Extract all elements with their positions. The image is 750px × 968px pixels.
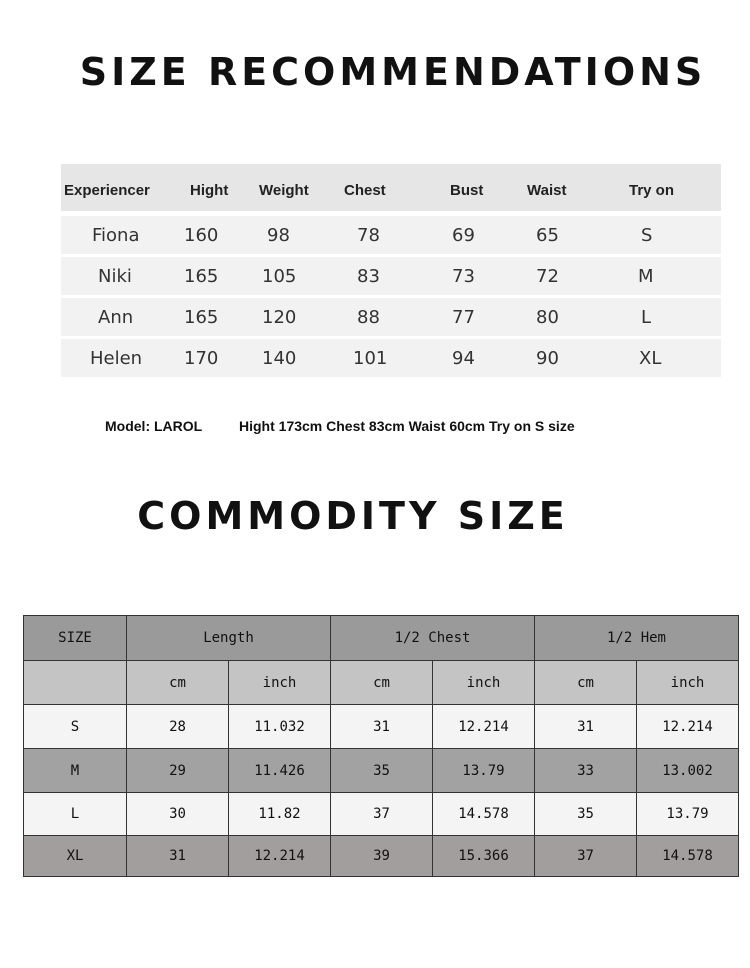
value-cell: 11.032: [229, 705, 331, 749]
size-cell: L: [24, 793, 127, 836]
unit-header-row: [24, 661, 739, 705]
cell-try-on: M: [638, 265, 654, 287]
table-row: [24, 793, 739, 836]
header-bust: Bust: [450, 182, 484, 199]
size-cell: S: [24, 705, 127, 749]
cell-weight: 120: [262, 306, 297, 328]
commodity-size-table: [23, 615, 739, 877]
unit-inch: inch: [433, 661, 535, 705]
table-row: [61, 257, 721, 295]
value-cell: 37: [535, 836, 637, 877]
value-cell: 31: [331, 705, 433, 749]
value-cell: 33: [535, 749, 637, 793]
cell-hight: 170: [184, 347, 219, 369]
value-cell: 35: [331, 749, 433, 793]
value-cell: 31: [535, 705, 637, 749]
cell-chest: 83: [357, 265, 380, 287]
value-cell: 13.002: [637, 749, 739, 793]
unit-cm: cm: [127, 661, 229, 705]
value-cell: 12.214: [433, 705, 535, 749]
value-cell: 39: [331, 836, 433, 877]
cell-try-on: XL: [639, 347, 662, 369]
cell-chest: 88: [357, 306, 380, 328]
table-row: [24, 749, 739, 793]
header-waist: Waist: [527, 182, 567, 199]
size-recommendations-title: SIZE RECOMMENDATIONS: [79, 50, 707, 94]
cell-hight: 165: [184, 265, 219, 287]
header-chest: Chest: [344, 182, 386, 199]
cell-waist: 90: [536, 347, 559, 369]
group-header-chest: 1/2 Chest: [331, 616, 535, 661]
value-cell: 12.214: [637, 705, 739, 749]
cell-waist: 65: [536, 224, 559, 246]
size-recommendations-table: [61, 164, 721, 377]
unit-inch: inch: [637, 661, 739, 705]
header-hight: Hight: [190, 182, 229, 199]
table-row: [61, 298, 721, 336]
unit-cm: cm: [535, 661, 637, 705]
value-cell: 37: [331, 793, 433, 836]
value-cell: 14.578: [433, 793, 535, 836]
header-experiencer: Experiencer: [64, 182, 150, 199]
cell-chest: 78: [357, 224, 380, 246]
cell-waist: 72: [536, 265, 559, 287]
size-cell: M: [24, 749, 127, 793]
size-cell: XL: [24, 836, 127, 877]
table-row: [61, 339, 721, 377]
size-header: SIZE: [24, 616, 127, 661]
cell-try-on: L: [641, 306, 652, 328]
value-cell: 13.79: [637, 793, 739, 836]
cell-bust: 94: [452, 347, 475, 369]
group-header-row: [24, 616, 739, 661]
cell-weight: 98: [267, 224, 290, 246]
group-header-length: Length: [127, 616, 331, 661]
model-details: Hight 173cm Chest 83cm Waist 60cm Try on S size: [239, 418, 575, 434]
model-label: Model: LAROL: [105, 418, 203, 434]
empty-cell: [24, 661, 127, 705]
cell-waist: 80: [536, 306, 559, 328]
value-cell: 31: [127, 836, 229, 877]
table-row: [24, 836, 739, 877]
unit-inch: inch: [229, 661, 331, 705]
header-try-on: Try on: [629, 182, 675, 199]
cell-hight: 165: [184, 306, 219, 328]
value-cell: 12.214: [229, 836, 331, 877]
cell-weight: 105: [262, 265, 297, 287]
value-cell: 29: [127, 749, 229, 793]
value-cell: 28: [127, 705, 229, 749]
value-cell: 15.366: [433, 836, 535, 877]
cell-name: Fiona: [92, 224, 140, 246]
cell-chest: 101: [353, 347, 388, 369]
value-cell: 11.82: [229, 793, 331, 836]
value-cell: 14.578: [637, 836, 739, 877]
cell-bust: 69: [452, 224, 475, 246]
unit-cm: cm: [331, 661, 433, 705]
value-cell: 11.426: [229, 749, 331, 793]
header-weight: Weight: [259, 182, 309, 199]
cell-weight: 140: [262, 347, 297, 369]
cell-bust: 77: [452, 306, 475, 328]
cell-try-on: S: [641, 224, 653, 246]
table-row: [24, 705, 739, 749]
cell-bust: 73: [452, 265, 475, 287]
cell-hight: 160: [184, 224, 219, 246]
group-header-hem: 1/2 Hem: [535, 616, 739, 661]
cell-name: Ann: [98, 306, 134, 328]
cell-name: Niki: [98, 265, 132, 287]
value-cell: 35: [535, 793, 637, 836]
cell-name: Helen: [90, 347, 143, 369]
table-header-row: [61, 164, 721, 211]
value-cell: 13.79: [433, 749, 535, 793]
table-row: [61, 216, 721, 254]
commodity-size-title: COMMODITY SIZE: [137, 494, 569, 538]
value-cell: 30: [127, 793, 229, 836]
